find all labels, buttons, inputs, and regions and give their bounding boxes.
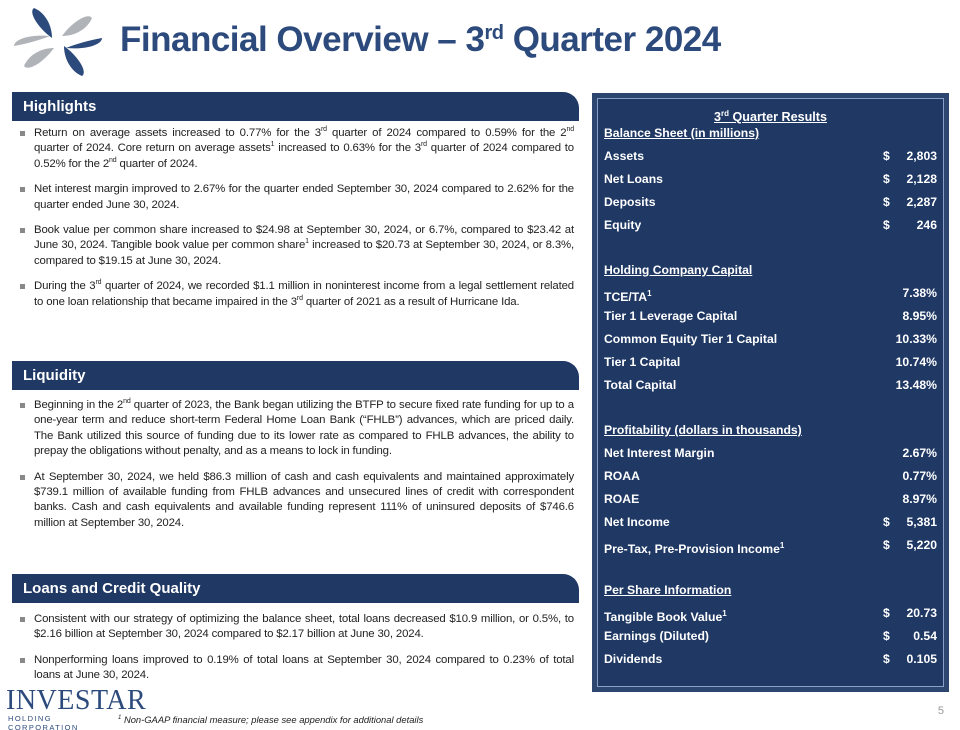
results-section-heading <box>604 419 937 442</box>
bullet-item <box>16 126 574 172</box>
results-row <box>604 648 937 671</box>
superscript: rd <box>95 279 102 287</box>
bullet-text: During the 3 <box>34 280 96 293</box>
results-row <box>604 602 937 625</box>
bullet-square-icon <box>20 228 25 233</box>
bullet-text: quarter of 2023, the Bank began utilizing the BTFP to secure fixed rate funding for up to a one-year term and reduce short-term Federal Home Loan Bank (“FHLB”) advances, which are priced daily. The Bank utilized this source of funding due to its lower rate as compared to FHLB advances, the ability to prepay the obligations without penalty, and as a means to lock in funding. <box>34 399 574 458</box>
results-row <box>604 511 937 534</box>
superscript: 1 <box>270 141 275 149</box>
results-section-heading <box>604 579 937 602</box>
results-value: 2.67% <box>902 446 937 460</box>
superscript: rd <box>320 126 327 134</box>
results-value: 10.33% <box>895 332 937 346</box>
bullet-item <box>16 182 574 213</box>
bullet-text: Beginning in the 2 <box>34 399 124 411</box>
bullet-text: increased to $20.73 at September 30, 2024, or 8.3%, compared to $19.15 at June 30, 2024. <box>34 239 574 267</box>
bullet-text: Return on average assets increased to 0.77% for the 3 <box>34 127 321 139</box>
results-label: ROAE <box>604 492 640 506</box>
bullet-text: quarter of 2024 compared to 0.52% for the 2 <box>34 142 574 170</box>
results-label: Total Capital <box>604 378 677 392</box>
bullet-text: increased to 0.63% for the 3 <box>274 142 421 155</box>
superscript: rd <box>420 141 427 149</box>
results-row <box>604 442 937 465</box>
results-row <box>604 328 937 351</box>
results-section-heading <box>604 259 937 282</box>
bullet-square-icon <box>20 131 25 136</box>
results-row <box>604 465 937 488</box>
results-label: Earnings (Diluted) <box>604 629 709 643</box>
bullet-item <box>16 612 574 643</box>
bullet-text: Net interest margin improved to 2.67% for the quarter ended September 30, 2024 compared to 2.62% for the quarter ended June 30, 2024. <box>34 183 574 211</box>
results-value: $ 20.73 <box>883 606 937 620</box>
results-label: Tier 1 Leverage Capital <box>604 309 738 323</box>
results-row <box>604 282 937 305</box>
bullet-square-icon <box>20 475 25 480</box>
bullet-square-icon <box>20 617 25 622</box>
results-label: Common Equity Tier 1 Capital <box>604 332 778 346</box>
bullet-item <box>16 398 574 460</box>
bullet-square-icon <box>20 403 25 408</box>
results-row <box>604 305 937 328</box>
section-header-highlights: Highlights <box>12 92 579 121</box>
results-section-heading <box>604 122 937 145</box>
bullet-text: At September 30, 2024, we held $86.3 million of cash and cash equivalents and maintained approximately $739.1 million of available funding from FHLB advances and unsecured lines of credit with correspondent banks. Cash and cash equivalents and available funding represent 111% of uninsured deposits of $746.6 million at September 30, 2024. <box>34 470 574 529</box>
footer-logo-word: INVESTAR <box>6 685 147 716</box>
bullet-item <box>16 470 574 532</box>
bullet-item <box>16 223 574 269</box>
results-row <box>604 191 937 214</box>
spacer-row <box>604 397 937 419</box>
results-label: ROAA <box>604 469 640 483</box>
results-label: Net Income <box>604 515 670 529</box>
superscript: nd <box>123 398 131 406</box>
results-label: Tier 1 Capital <box>604 355 681 369</box>
liquidity-list <box>16 398 574 531</box>
quarter-results-title: 3rd Quarter Results <box>714 109 827 125</box>
results-value: $ 2,803 <box>883 149 937 163</box>
results-row <box>604 374 937 397</box>
bullet-text: quarter of 2024, we recorded $1.1 million in noninterest income from a legal settlement related to one loan relationship that became impaired in the 3 <box>34 280 574 308</box>
bullet-text: Nonperforming loans improved to 0.19% of total loans at September 30, 2024 compared to 0.23% of total loans at June 30, 2024. <box>34 653 574 682</box>
results-value: $ 0.54 <box>883 629 937 643</box>
bullet-text: Book value per common share increased to $24.98 at September 30, 2024, or 6.7%, compared to $23.42 at June 30, 2024. Tangible book value per common share <box>34 224 574 252</box>
bullet-item <box>16 653 574 684</box>
section-header-liquidity: Liquidity <box>12 361 579 390</box>
spacer-row <box>604 557 937 579</box>
footer-logo <box>6 685 147 730</box>
results-value: 13.48% <box>895 378 937 392</box>
bullet-text: quarter of 2024 compared to 0.59% for the 2 <box>326 127 567 139</box>
results-label: Balance Sheet (in millions) <box>604 126 760 140</box>
quarter-results-table <box>604 122 937 671</box>
results-label: Dividends <box>604 652 663 666</box>
results-label: Profitability (dollars in thousands) <box>604 423 802 437</box>
results-value: $ 246 <box>883 218 937 232</box>
results-value: 8.97% <box>902 492 937 506</box>
results-row <box>604 168 937 191</box>
results-value: $ 5,381 <box>883 515 937 529</box>
footer-logo-subtitle: HOLDING CORPORATION <box>8 714 79 730</box>
results-label: Net Interest Margin <box>604 446 715 460</box>
superscript: nd <box>109 157 117 165</box>
results-row <box>604 214 937 237</box>
results-value: $ 5,220 <box>883 538 937 552</box>
bullet-square-icon <box>20 187 25 192</box>
results-value: 8.95% <box>902 309 937 323</box>
quarter-results-panel <box>592 93 949 692</box>
results-label: Tangible Book Value$^1$ <box>604 609 727 625</box>
superscript: nd <box>566 126 574 134</box>
bullet-text: quarter of 2024. <box>116 157 198 170</box>
page-title: Financial Overview – 3rd Quarter 2024 <box>120 20 721 59</box>
loans-list <box>16 612 574 684</box>
spacer-row <box>604 237 937 259</box>
results-row <box>604 145 937 168</box>
results-value: $ 2,287 <box>883 195 937 209</box>
superscript: rd <box>296 294 303 302</box>
highlights-list <box>16 126 574 310</box>
results-label: Equity <box>604 218 642 232</box>
bullet-text: Consistent with our strategy of optimizing the balance sheet, total loans decreased $10.9 million, or 0.5%, to $2.16 billion at September 30, 2024 compared to $2.17 billion at June 30, 2024. <box>34 613 574 641</box>
results-row <box>604 625 937 648</box>
footnote: $^1$ Non-GAAP financial measure; please see appendix for additional details <box>118 714 424 725</box>
bullet-square-icon <box>20 658 25 663</box>
page-number: 5 <box>937 705 944 717</box>
results-value: 10.74% <box>895 355 937 369</box>
company-logo-mark <box>8 6 108 78</box>
results-label: Holding Company Capital <box>604 263 753 277</box>
results-label: Pre-Tax, Pre-Provision Income$^1$ <box>604 541 785 557</box>
bullet-text: quarter of 2021 as a result of Hurricane Ida. <box>302 295 520 308</box>
results-value: $ 2,128 <box>883 172 937 186</box>
bullet-square-icon <box>20 284 25 289</box>
results-label: Per Share Information <box>604 583 732 597</box>
bullet-item <box>16 279 574 310</box>
results-value: 0.77% <box>902 469 937 483</box>
results-label: Deposits <box>604 195 656 209</box>
results-label: Assets <box>604 149 644 163</box>
results-row <box>604 534 937 557</box>
results-label: Net Loans <box>604 172 663 186</box>
results-label: TCE/$TA^1$ <box>604 289 652 305</box>
bullet-text: quarter of 2024. Core return on average assets <box>34 142 271 155</box>
results-row <box>604 488 937 511</box>
results-row <box>604 351 937 374</box>
superscript: 1 <box>305 238 309 246</box>
results-value: 7.38% <box>902 286 937 300</box>
results-value: $ 0.105 <box>883 652 937 666</box>
section-header-loans-credit-quality: Loans and Credit Quality <box>12 574 579 603</box>
